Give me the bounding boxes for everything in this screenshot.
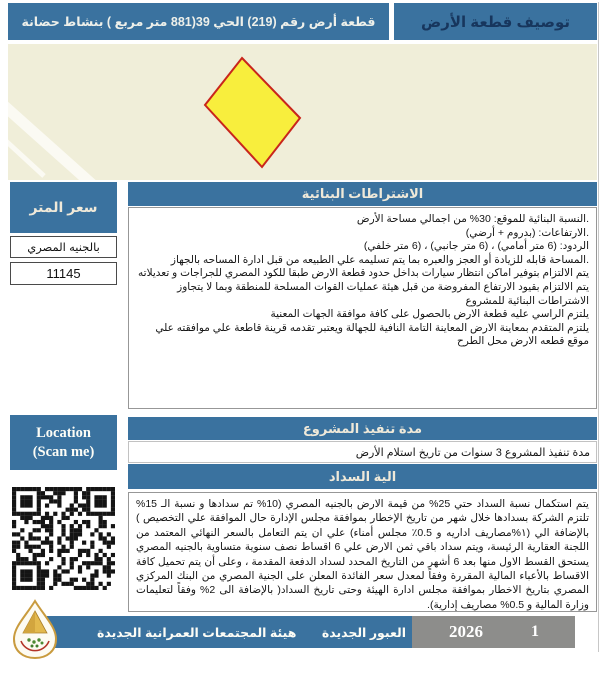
- location-label-line2: (Scan me): [32, 443, 95, 460]
- plot-info-text: قطعة أرض رقم (219) الحي ‎39(881‎ متر مربع ) بنشاط حضانة: [21, 15, 376, 29]
- payment-mechanism-text: يتم استكمال نسبة السداد حتي 25% من قيمة الارض بالجنيه المصري (10% تم سدادها و نسبة الـ 15% تلتزم الشركة بسدادها خلال شهر من تاريخ الإخطار بموافقة مجلس الإدارة حال الموافقة علي التخصيص ) بالإضافة الي (١%مصاريف اداريه و 0.5٪ مجلس أمناء) علي ان يتم التعامل بالسعر النهائي المعتمد من اللجنة العقارية الرئيسة، ويتم سداد باقي ثمن الارض علي 6 اقساط نصف سنوية متساوية بالجنيه المصري يستحق القسط الاول منها بعد 6 أشهر من التاريخ المحدد لسداد الدفعة المقدمة ، وعلى أن يتم تحميل كافة الاقساط بالأعباء المالية المقررة وفقاً لمعدل سعر الفائدة المعلن على الجنية المصري من البنك المركزي المصري بتاريخ الاخطار بموافقة مجلس ادارة الهيئة وحتى تاريخ السداد( بالإضافة الى 2% وفقاً لتعليمات وزارة المالية و 0.5% مصاريف إدارية).: [136, 498, 590, 611]
- page-number: 1: [531, 623, 539, 640]
- page-edge-divider: [598, 2, 599, 652]
- payment-mechanism-header-text: الية السداد: [328, 468, 397, 484]
- road-line: [8, 102, 103, 180]
- location-scan-label: [10, 415, 117, 470]
- city-name: العبور الجديدة: [321, 625, 406, 640]
- offering-year: 2026: [449, 622, 483, 641]
- price-header-text: سعر المتر: [29, 199, 98, 215]
- building-requirements-header-text: الاشتراطات البنائية: [301, 186, 424, 201]
- requirement-line: .المساحة قابله للزيادة أو العجز والعبره بما يتم تسليمه علي الطبيعه من قبل ادارة المساحه بالجهاز: [170, 253, 589, 266]
- requirement-line: يتم الالتزام بتوفير اماكن انتظار سيارات بداخل حدود قطعة الارض طبقا للكود المصري للجراجات و تعديلاته: [138, 267, 589, 280]
- requirement-line: يلتزم الراسي عليه قطعة الارض بالحصول على كافة موافقة الجهات المعنية: [270, 308, 589, 321]
- footer-bar: [47, 616, 412, 648]
- payment-mechanism-header: [128, 464, 597, 489]
- price-value: 11145: [46, 266, 81, 281]
- requirement-line: يتم الالتزام بقيود الارتفاع المفروضة من قبل هيئة عمليات القوات المسلحة للمنطقة وبما لا يتجاوز الاشتراطات البنائية للمشروع: [177, 280, 589, 307]
- project-duration-header-text: مدة تنفيذ المشروع: [302, 420, 423, 436]
- price-per-meter-header: [10, 182, 117, 233]
- plot-info-header: [8, 3, 389, 40]
- requirement-line: يلتزم المتقدم بمعاينة الارض المعاينة التامة النافية للجهالة ويعتبر تقدمه قرينة قاطعة علي موافقته علي موقع قطعه الارض محل الطرح: [155, 321, 589, 348]
- currency-box: [10, 236, 117, 258]
- price-value-box: [10, 262, 117, 285]
- location-label-line1: Location: [36, 424, 91, 441]
- authority-logo-icon: [8, 598, 62, 660]
- authority-name: هيئة المجتمعات العمرانية الجديدة: [97, 625, 297, 640]
- building-requirements-header: [128, 182, 597, 206]
- requirement-line: .النسبة البنائية للموقع: 30% من اجمالي مساحة الأرض: [356, 213, 589, 225]
- plot-location-map: [8, 44, 597, 180]
- project-duration-text: مدة تنفيذ المشروع 3 سنوات من تاريخ استلام الأرض: [355, 446, 590, 459]
- currency-text: بالجنيه المصري: [27, 242, 100, 254]
- building-requirements-box: [128, 207, 597, 409]
- page-title: [394, 3, 597, 40]
- footer-meta-bar: [412, 616, 575, 648]
- project-duration-value: [128, 441, 597, 463]
- page-title-text: توصيف قطعة الأرض: [421, 13, 570, 31]
- requirement-line: الردود: (6 متر أمامي) ، (6 متر جانبي) ، (6 متر خلفي): [363, 240, 589, 253]
- payment-mechanism-box: [128, 492, 597, 612]
- plot-parcel-shape: [205, 58, 300, 167]
- project-duration-header: [128, 417, 597, 440]
- map-graphic: [8, 44, 597, 180]
- requirement-line: .الارتفاعات: (بدروم + أرضي): [465, 226, 589, 239]
- location-qr-code: [12, 487, 115, 590]
